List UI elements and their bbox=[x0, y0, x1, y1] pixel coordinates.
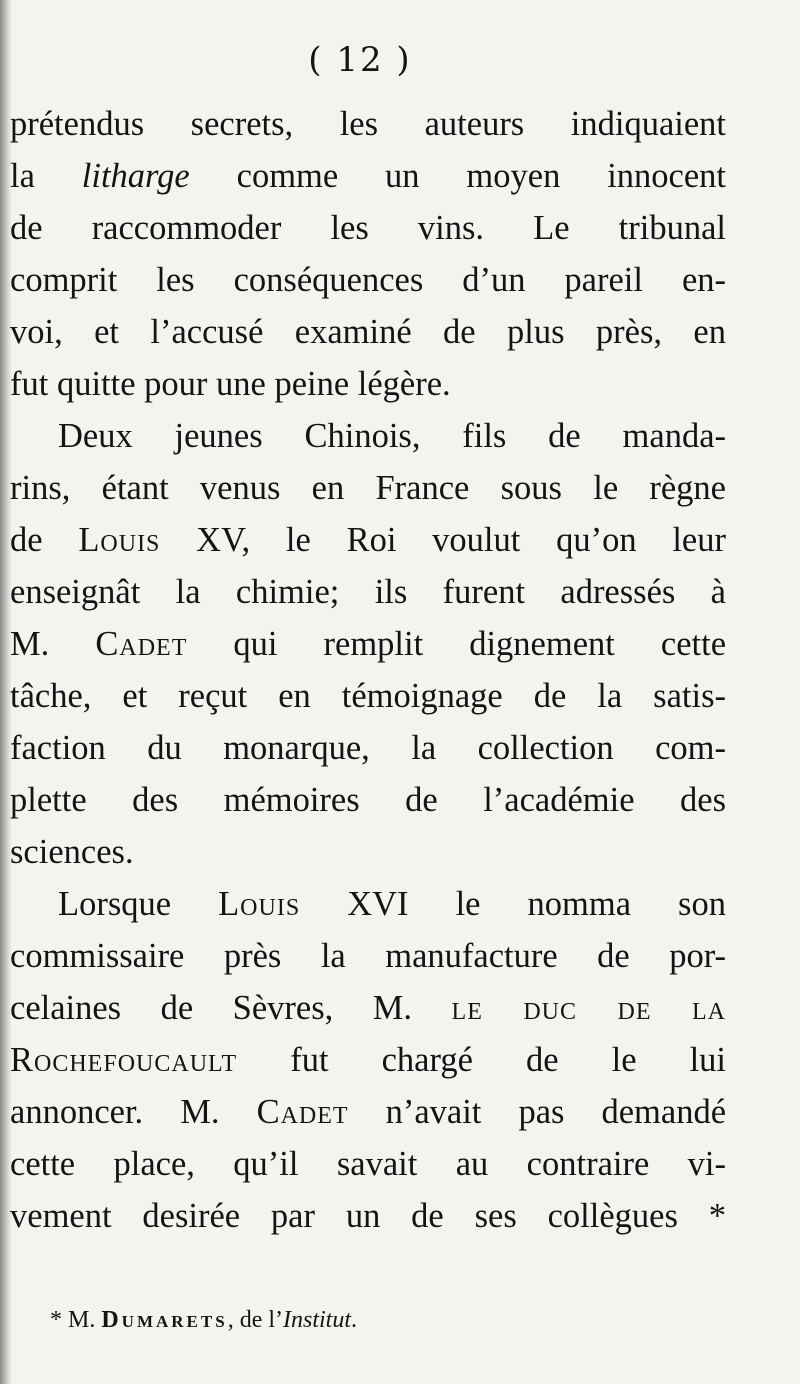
small-caps-name: Louis bbox=[78, 521, 161, 559]
text-line: comprit les conséquences d’un pareil en- bbox=[10, 261, 726, 299]
text-span: qui remplit dignement cette bbox=[187, 625, 726, 663]
small-caps-name: Cadet bbox=[95, 625, 188, 663]
text-span: fut chargé de le lui bbox=[237, 1041, 726, 1079]
text-line: rins, étant venus en France sous le règne bbox=[10, 469, 726, 507]
text-line bbox=[10, 1034, 726, 1086]
footnote-institution: Institut bbox=[283, 1307, 352, 1333]
footnote-name: Dumarets bbox=[101, 1307, 228, 1333]
text-line: tâche, et reçut en témoignage de la satis- bbox=[10, 677, 726, 715]
text-line bbox=[10, 618, 726, 670]
text-span: Lorsque bbox=[58, 885, 219, 923]
text-line: faction du monarque, la collection com- bbox=[10, 729, 726, 767]
text-line bbox=[10, 514, 726, 566]
footnote-mark: * M. bbox=[50, 1307, 102, 1333]
text-span: M. bbox=[10, 625, 96, 663]
small-caps-name: Cadet bbox=[256, 1093, 349, 1131]
text-line: cette place, qu’il savait au contraire vi- bbox=[10, 1145, 726, 1183]
text-line: de raccommoder les vins. Le tribunal bbox=[10, 209, 726, 247]
text-span: annoncer. M. bbox=[10, 1093, 257, 1131]
text-span: la bbox=[10, 157, 82, 195]
small-caps-name: Louis bbox=[218, 885, 301, 923]
footnote bbox=[50, 1303, 700, 1337]
text-span: XV, le Roi voulut qu’on leur bbox=[160, 521, 726, 559]
text-line bbox=[10, 1086, 726, 1138]
text-line bbox=[10, 982, 726, 1034]
italic-term: litharge bbox=[81, 157, 190, 195]
text-span: celaines de Sèvres, M. bbox=[10, 989, 452, 1027]
text-span: de bbox=[10, 521, 79, 559]
text-line: enseignât la chimie; ils furent adressés à bbox=[10, 573, 726, 611]
page-number: ( 12 ) bbox=[308, 40, 412, 80]
text-span: n’avait pas demandé bbox=[348, 1093, 726, 1131]
text-line: vement desirée par un de ses collègues * bbox=[10, 1197, 726, 1235]
text-span: XVI le nomma son bbox=[300, 885, 726, 923]
small-caps-name: Rochefoucault bbox=[10, 1041, 238, 1079]
text-line: commissaire près la manufacture de por- bbox=[10, 937, 726, 975]
text-line: plette des mémoires de l’académie des bbox=[10, 781, 726, 819]
text-line: sciences. bbox=[10, 833, 134, 871]
text-line: voi, et l’accusé examiné de plus près, en bbox=[10, 313, 726, 351]
text-line bbox=[10, 150, 726, 202]
text-span: comme un moyen innocent bbox=[189, 157, 726, 195]
body-text bbox=[10, 98, 726, 1242]
text-line: fut quitte pour une peine légère. bbox=[10, 365, 451, 403]
text-line: prétendus secrets, les auteurs indiquaient bbox=[10, 105, 726, 143]
text-line: Deux jeunes Chinois, fils de manda- bbox=[58, 417, 726, 455]
footnote-separator: , de l’ bbox=[227, 1307, 283, 1333]
text-line bbox=[10, 878, 726, 930]
footnote-end: . bbox=[351, 1307, 358, 1333]
small-caps-name: le duc de la bbox=[451, 989, 726, 1027]
